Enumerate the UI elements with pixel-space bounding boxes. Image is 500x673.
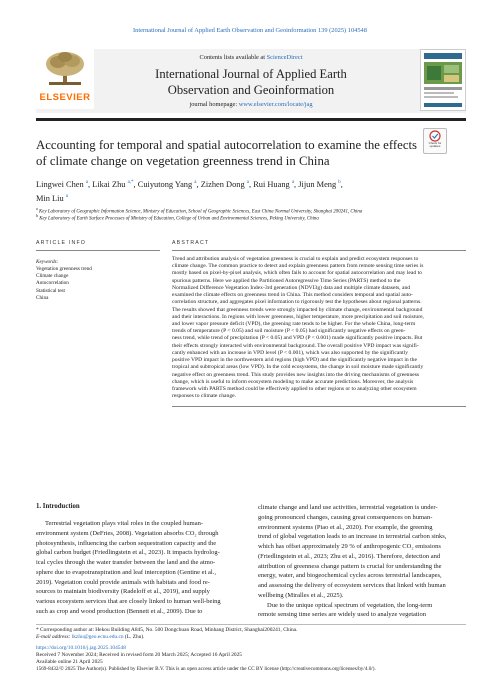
contents-availability [96, 54, 406, 61]
abstract-text: Trend and attribution analysis of vegetation greenness is crucial to explain and predict ecosystem responses to climate change. The common practice to detect and explain greenness pattern from remote sensing time series is mostly based on pixel-by-pixel analysis, which often fails to account for spatial autocorrelation and may lead to spurious patterns. Here we applied the Partitioned Autoregressive Time Series (PARTS) method to the Normalized Difference Vegetation Index-3rd generation (NDVI3g) data and multiple climate datasets, and examined the climate effects on greenness trend in China. This method considers temporal and spatial auto- correlation structure, and aggregates pixel information to rigorously test the hypotheses about regional patterns. The results showed that greenness trends were strongly impacted by climate change, environmental background and their interactions. In regions with lower greenness, higher temperature, more precipitation and soil moisture, and lower vapor pressure deficit (VPD), the greening rate tends to be higher. For the whole China, long-term trends of temperature (P < 0.05) and soil moisture (P < 0.05) had significantly negative effects on green- ness trend, while trend of precipitation (P < 0.05) and VPD (P < 0.001) made significantly positive impacts. But their effects strongly interacted with environmental background. The overall positive VPD impact was signifi- cantly enhanced with an increase in VPD level (P < 0.001), which was also supported by the significantly positive VPD impact in the northwestern arid regions (high VPD) and the significantly negative impact in the tropical and subtropical areas (low VPD). In the cold ecosystems, the change in soil moisture made significantly negative effect on greenness trend. This study provides new insights into the driving mechanisms of greenness change, which is useful to inform ecosystem modeling to make accurate predictions. Moreover, the analysis framework with PARTS method could be effectively applied to other regions or to analyzing other ecosystem responses to climate change. [172, 256, 424, 400]
journal-title-line-1: International Journal of Applied Earth [155, 67, 347, 81]
email-label: E-mail address: [36, 634, 72, 640]
article-info-heading: ARTICLE INFO [36, 240, 87, 246]
author[interactable]: Min Liu $^a$ [36, 193, 69, 203]
author-list: Lingwei Chen $^a$, Likai Zhu $^{a,*}$, Cuiyutong Yang $^a$, Zizhen Dong $^a$, Rui Huang $^a$, Jijun Meng $^b$, Min Liu $^a$ [36, 179, 343, 203]
email-suffix: (L. Zhu). [123, 634, 145, 640]
journal-title [96, 66, 406, 98]
doi-link[interactable]: https://doi.org/10.1016/j.jag.2025.104548 [36, 645, 126, 651]
received-dates: Received 7 November 2024; Received in revised form 20 March 2025; Accepted 16 April 2025 [36, 652, 242, 658]
elsevier-wordmark: ELSEVIER [39, 92, 91, 103]
journal-cover-thumbnail[interactable] [420, 49, 466, 111]
abstract-rule [172, 250, 466, 251]
journal-citation-link[interactable]: International Journal of Applied Earth Observation and Geoinformation 139 (2025) 104548 [133, 27, 367, 34]
elsevier-logo[interactable] [36, 49, 94, 109]
footnote-rule [36, 624, 466, 625]
affiliation-a: $^a$ Key Laboratory of Geographic Information Science, Ministry of Education, School of Geographic Sciences, East China Normal University, Shanghai 200241, China [36, 206, 363, 215]
keywords-label: Keywords: [36, 259, 59, 265]
author[interactable]: Jijun Meng $^b$ [298, 179, 341, 189]
article-title-line-1: Accounting for temporal and spatial autocorrelation to examine the effects [36, 138, 418, 152]
article-title-line-2: of climate change on vegetation greenness trend in China [36, 154, 330, 168]
journal-homepage [96, 101, 406, 108]
elsevier-tree-icon [43, 51, 87, 87]
keyword: Statistical test [36, 287, 65, 294]
license-statement: 1569-8432/© 2025 The Author(s). Published by Elsevier B.V. This is an open access article under the CC BY license (http://creativecommons.org/licenses/by/4.0/). [36, 666, 376, 672]
author[interactable]: Likai Zhu $^{a,*}$ [92, 179, 134, 189]
keyword: Climate change [36, 273, 69, 280]
email-link[interactable]: lkzhu@geo.ecnu.edu.cn [71, 634, 124, 640]
corresponding-author-note: * Corresponding author at: Hekou Building A845, No. 500 Dongchuan Road, Minhang District, Shanghai200241, China. [36, 627, 298, 633]
email-line [36, 634, 145, 641]
available-online: Available online 21 April 2025 [36, 659, 103, 665]
article-info-rule [36, 250, 160, 251]
author[interactable]: Rui Huang $^a$ [253, 179, 295, 189]
intro-column-1: Terrestrial vegetation plays vital roles in the coupled human- environment system (DeFries, 2008). Vegetation absorbs CO₂ through photosynthesis, influencing the carbon sequestration capacity and the global carbon budget (Friedlingstein et al., 2023). It impacts hydrolog- ical cycles through the water transfer between the land and the atmo- sphere due to evapotranspiration and leaf interception (Gentine et al., 2019). Vegetation could provide animals with habitats and food re- sources to maintain biodiversity (Radeloff et al., 2019), and supply various ecosystem services that are closely linked to human well-being such as crop and wood production (Bennett et al., 2009). Due to [36, 520, 221, 615]
homepage-prefix: journal homepage: [189, 101, 239, 108]
keyword: Vegetation greenness trend [36, 266, 92, 272]
intro-column-2: climate change and land use activities, terrestrial vegetation is under- going pronounced changes, causing great consequences on human- environment systems (Piao et al., 2020). For example, the greening trend of global vegetation leads to an increase in terrestrial carbon sinks, which has offset approximately 29 % of anthropogenic CO₂ emissions (Friedlingstein et al., 2023; Zhu et al., 2016). Therefore, detection and attribution of greenness change pattern is crucial for understanding the energy, water, and biogeochemical cycles across terrestrial landscapes, and assessing the delivery of ecosystem services that linked with human wellbeing (Miralles et al., 2025). Due to the unique optical spectrum of vegetation, the long-term remote sensing time series are widely used to analyze vegetation [258, 504, 447, 619]
affiliation-b: $^b$ Key Laboratory of Earth Surface Processes of Ministry of Education, College of Urban and Environmental Sciences, Peking University, China [36, 213, 319, 222]
check-for-updates-button[interactable] [423, 128, 447, 154]
author[interactable]: Cuiyutong Yang $^a$ [137, 179, 197, 189]
abstract-bottom-rule [172, 406, 466, 407]
author[interactable]: Lingwei Chen $^a$ [36, 179, 89, 189]
sciencedirect-link[interactable]: ScienceDirect [266, 54, 303, 61]
keyword: Autocorrelation [36, 280, 69, 287]
author[interactable]: Zizhen Dong $^a$ [200, 179, 249, 189]
abstract-heading: ABSTRACT [172, 240, 210, 246]
article-title [36, 137, 424, 169]
keyword: China [36, 294, 49, 301]
cover-image-icon [421, 50, 465, 110]
header-rule [36, 118, 466, 121]
keywords-list [36, 266, 92, 302]
check-updates-label: Check for updates [428, 141, 442, 149]
journal-title-line-2: Observation and Geoinformation [167, 83, 335, 97]
homepage-link[interactable]: www.elsevier.com/locate/jag [238, 101, 313, 108]
contents-prefix: Contents lists available at [199, 54, 267, 61]
introduction-heading: 1. Introduction [36, 503, 80, 510]
